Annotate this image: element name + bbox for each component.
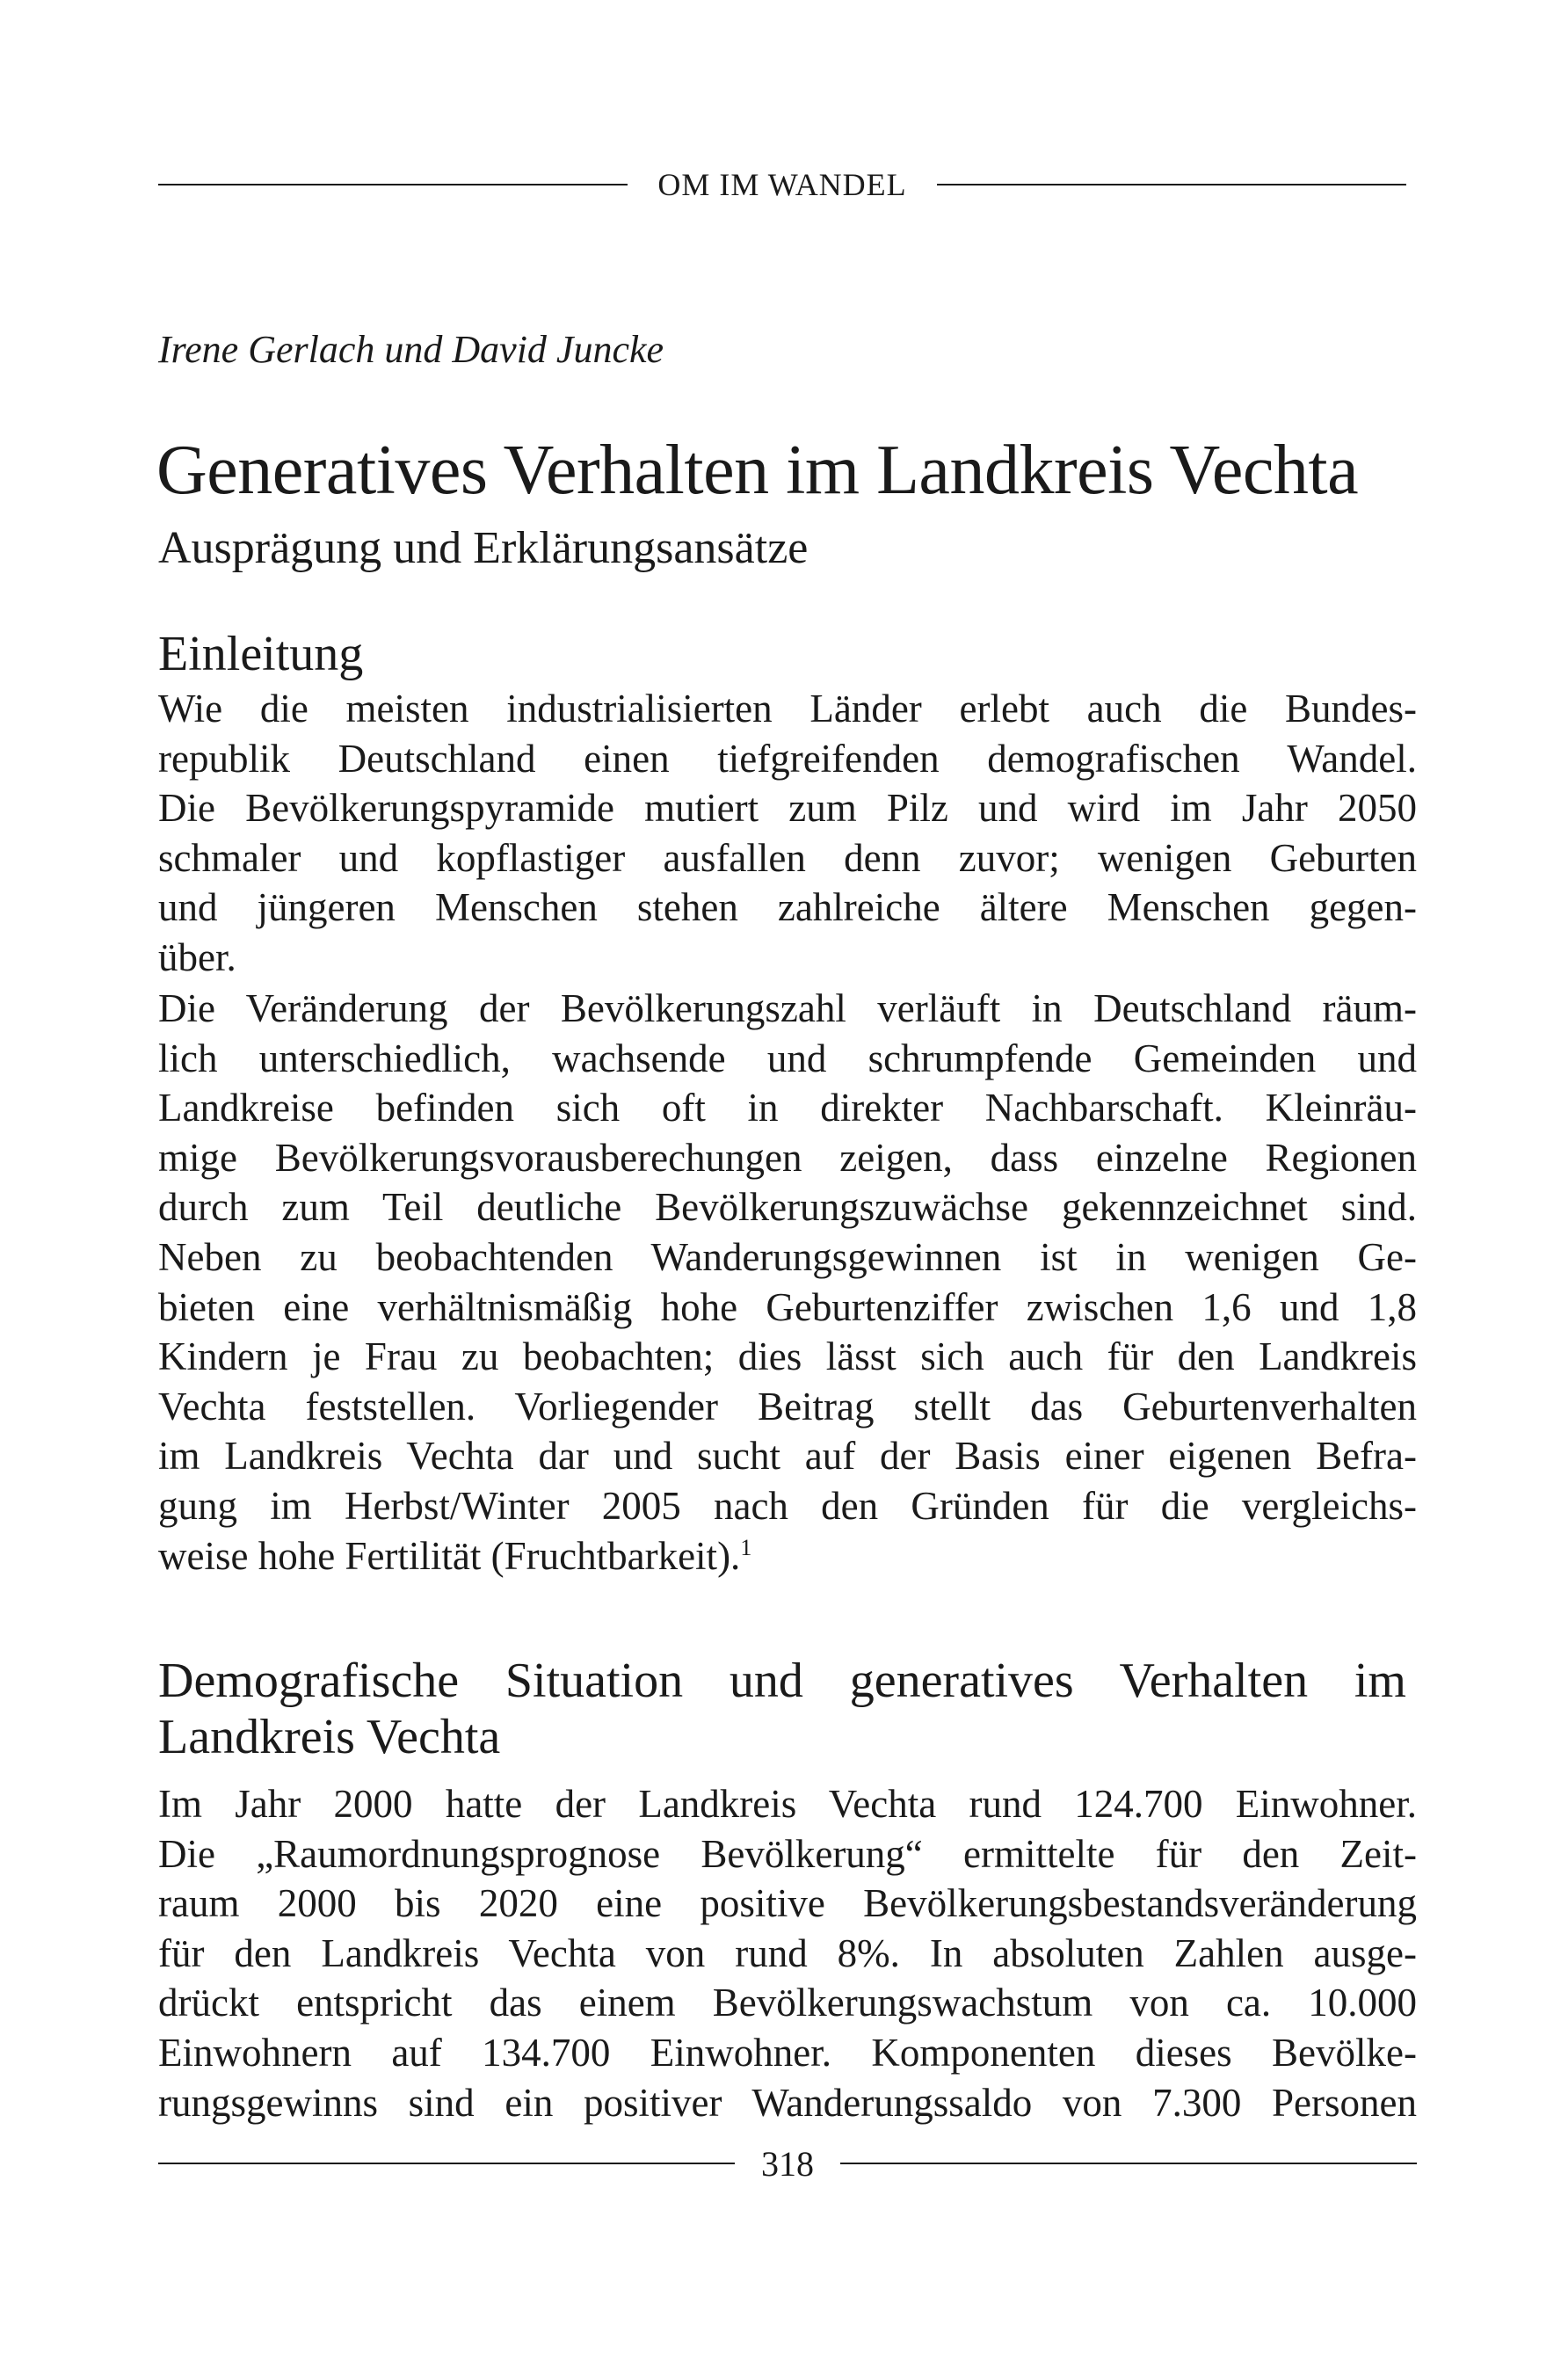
article-title: Generatives Verhalten im Landkreis Vechta	[156, 432, 1359, 509]
text-line: für den Landkreis Vechta von rund 8%. In absoluten Zahlen ausge-	[158, 1930, 1417, 1975]
text-line: Wie die meisten industrialisierten Länder erlebt auch die Bundes-	[158, 687, 1417, 731]
header-rule-left	[158, 184, 628, 185]
text-line: über.	[158, 934, 236, 979]
text-line: im Landkreis Vechta dar und sucht auf der Basis einer eigenen Befra-	[158, 1434, 1417, 1479]
text-line: durch zum Teil deutliche Bevölkerungszuwächse gekennzeichnet sind.	[158, 1185, 1417, 1230]
text-line: Landkreise befinden sich oft in direkter Nachbarschaft. Kleinräu-	[158, 1086, 1417, 1130]
text-line: und jüngeren Menschen stehen zahlreiche ältere Menschen gegen-	[158, 885, 1417, 930]
heading-line: Landkreis Vechta	[158, 1710, 501, 1764]
text-line: Die „Raumordnungsprognose Bevölkerung“ ermittelte für den Zeit-	[158, 1831, 1417, 1876]
section-heading-einleitung: Einleitung	[158, 627, 364, 681]
paragraph-2	[158, 984, 1417, 1581]
text-line: Im Jahr 2000 hatte der Landkreis Vechta rund 124.700 Einwohner.	[158, 1782, 1417, 1826]
section-heading-demografische-situation	[158, 1653, 1406, 1765]
header-rule-right	[937, 184, 1406, 185]
running-header	[158, 158, 1406, 211]
running-title: OM IM WANDEL	[657, 167, 907, 202]
text-line: schmaler und kopflastiger ausfallen denn zuvor; wenigen Geburten	[158, 835, 1417, 880]
text-line: Vechta feststellen. Vorliegender Beitrag stellt das Geburtenverhalten	[158, 1384, 1417, 1429]
page-footer	[158, 2141, 1417, 2185]
footer-rule-right	[840, 2163, 1417, 2164]
heading-line: Demografische Situation und generatives Verhalten im	[158, 1654, 1406, 1708]
text-line: lich unterschiedlich, wachsende und schrumpfende Gemeinden und	[158, 1036, 1417, 1080]
text-line: gung im Herbst/Winter 2005 nach den Gründen für die vergleichs-	[158, 1483, 1417, 1528]
text-line: Die Veränderung der Bevölkerungszahl verläuft in Deutschland räum-	[158, 986, 1417, 1030]
paragraph-1	[158, 684, 1417, 983]
text-line: bieten eine verhältnismäßig hohe Geburtenziffer zwischen 1,6 und 1,8	[158, 1284, 1417, 1329]
text-line: rungsgewinns sind ein positiver Wanderungssaldo von 7.300 Personen	[158, 2080, 1417, 2125]
footnote-marker[interactable]: 1	[740, 1534, 752, 1560]
article-subtitle: Ausprägung und Erklärungsansätze	[158, 523, 809, 573]
text-line: weise hohe Fertilität (Fruchtbarkeit).	[158, 1533, 741, 1578]
text-line: raum 2000 bis 2020 eine positive Bevölkerungsbestandsveränderung	[158, 1881, 1417, 1926]
paragraph-3	[158, 1779, 1417, 2127]
text-line: drückt entspricht das einem Bevölkerungswachstum von ca. 10.000	[158, 1981, 1417, 2025]
text-line: Kindern je Frau zu beobachten; dies lässt sich auch für den Landkreis	[158, 1334, 1417, 1379]
text-line: mige Bevölkerungsvorausberechungen zeigen, dass einzelne Regionen	[158, 1135, 1417, 1180]
article-authors: Irene Gerlach und David Juncke	[158, 328, 664, 371]
footer-rule-left	[158, 2163, 735, 2164]
text-line: Neben zu beobachtenden Wanderungsgewinnen ist in wenigen Ge-	[158, 1234, 1417, 1279]
page-number: 318	[761, 2143, 814, 2184]
text-line-with-footnote	[158, 1531, 1417, 1581]
text-line: republik Deutschland einen tiefgreifenden demografischen Wandel.	[158, 736, 1417, 781]
text-line: Einwohnern auf 134.700 Einwohner. Komponenten dieses Bevölke-	[158, 2030, 1417, 2075]
text-line: Die Bevölkerungspyramide mutiert zum Pilz und wird im Jahr 2050	[158, 786, 1417, 831]
